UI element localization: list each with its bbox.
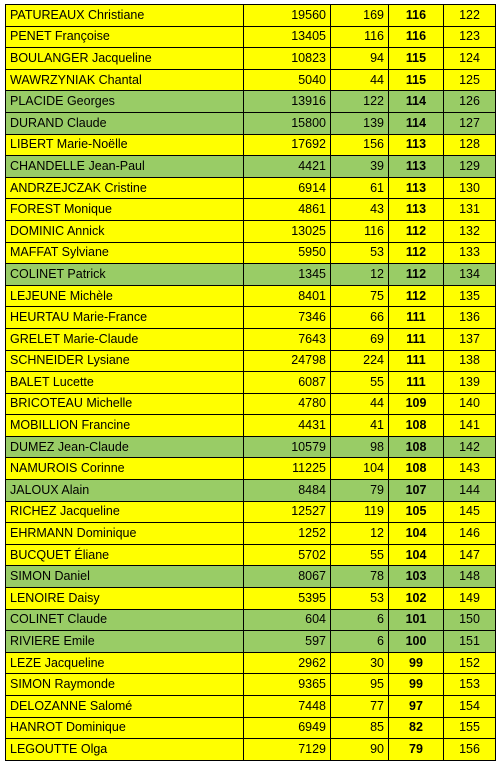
total-points-cell: 9365 <box>244 674 331 696</box>
table-row <box>6 415 496 437</box>
total-points-cell: 10823 <box>244 48 331 70</box>
table-row <box>6 393 496 415</box>
table-row <box>6 264 496 286</box>
player-name-cell: MAFFAT Sylviane <box>6 242 244 264</box>
player-name-cell: DOMINIC Annick <box>6 220 244 242</box>
average-cell: 99 <box>389 652 444 674</box>
games-count-cell: 224 <box>331 350 389 372</box>
table-row <box>6 328 496 350</box>
player-name-cell: LENOIRE Daisy <box>6 588 244 610</box>
games-count-cell: 169 <box>331 5 389 27</box>
player-name-cell: LEGOUTTE Olga <box>6 739 244 761</box>
total-points-cell: 8484 <box>244 480 331 502</box>
player-name-cell: GRELET Marie-Claude <box>6 328 244 350</box>
total-points-cell: 17692 <box>244 134 331 156</box>
rank-cell: 146 <box>444 523 496 545</box>
games-count-cell: 53 <box>331 588 389 610</box>
player-name-cell: ANDRZEJCZAK Cristine <box>6 177 244 199</box>
rank-cell: 130 <box>444 177 496 199</box>
table-row <box>6 609 496 631</box>
table-row <box>6 480 496 502</box>
table-row <box>6 372 496 394</box>
average-cell: 108 <box>389 458 444 480</box>
games-count-cell: 6 <box>331 631 389 653</box>
average-cell: 109 <box>389 393 444 415</box>
player-name-cell: JALOUX Alain <box>6 480 244 502</box>
games-count-cell: 116 <box>331 220 389 242</box>
average-cell: 116 <box>389 5 444 27</box>
player-name-cell: RIVIERE Emile <box>6 631 244 653</box>
games-count-cell: 78 <box>331 566 389 588</box>
games-count-cell: 77 <box>331 696 389 718</box>
player-name-cell: SCHNEIDER Lysiane <box>6 350 244 372</box>
total-points-cell: 2962 <box>244 652 331 674</box>
games-count-cell: 30 <box>331 652 389 674</box>
games-count-cell: 69 <box>331 328 389 350</box>
games-count-cell: 116 <box>331 26 389 48</box>
average-cell: 113 <box>389 177 444 199</box>
average-cell: 112 <box>389 242 444 264</box>
average-cell: 103 <box>389 566 444 588</box>
player-name-cell: PENET Françoise <box>6 26 244 48</box>
games-count-cell: 156 <box>331 134 389 156</box>
total-points-cell: 4861 <box>244 199 331 221</box>
rank-cell: 147 <box>444 544 496 566</box>
rank-cell: 139 <box>444 372 496 394</box>
rank-cell: 142 <box>444 436 496 458</box>
player-name-cell: DUMEZ Jean-Claude <box>6 436 244 458</box>
table-row <box>6 199 496 221</box>
total-points-cell: 4780 <box>244 393 331 415</box>
total-points-cell: 5040 <box>244 69 331 91</box>
table-row <box>6 566 496 588</box>
table-row <box>6 156 496 178</box>
games-count-cell: 90 <box>331 739 389 761</box>
total-points-cell: 4421 <box>244 156 331 178</box>
ranking-table-container <box>5 4 495 761</box>
average-cell: 111 <box>389 350 444 372</box>
table-row <box>6 69 496 91</box>
average-cell: 111 <box>389 307 444 329</box>
player-name-cell: RICHEZ Jacqueline <box>6 501 244 523</box>
rank-cell: 128 <box>444 134 496 156</box>
total-points-cell: 15800 <box>244 112 331 134</box>
total-points-cell: 19560 <box>244 5 331 27</box>
games-count-cell: 61 <box>331 177 389 199</box>
table-row <box>6 588 496 610</box>
total-points-cell: 5950 <box>244 242 331 264</box>
average-cell: 108 <box>389 436 444 458</box>
table-row <box>6 674 496 696</box>
player-name-cell: HEURTAU Marie-France <box>6 307 244 329</box>
average-cell: 102 <box>389 588 444 610</box>
average-cell: 112 <box>389 220 444 242</box>
total-points-cell: 12527 <box>244 501 331 523</box>
table-row <box>6 717 496 739</box>
average-cell: 112 <box>389 264 444 286</box>
rank-cell: 124 <box>444 48 496 70</box>
games-count-cell: 104 <box>331 458 389 480</box>
total-points-cell: 11225 <box>244 458 331 480</box>
average-cell: 104 <box>389 544 444 566</box>
average-cell: 113 <box>389 156 444 178</box>
player-name-cell: BUCQUET Éliane <box>6 544 244 566</box>
player-name-cell: COLINET Claude <box>6 609 244 631</box>
player-name-cell: LEJEUNE Michèle <box>6 285 244 307</box>
rank-cell: 151 <box>444 631 496 653</box>
rank-cell: 136 <box>444 307 496 329</box>
table-row <box>6 112 496 134</box>
total-points-cell: 6087 <box>244 372 331 394</box>
table-row <box>6 436 496 458</box>
games-count-cell: 39 <box>331 156 389 178</box>
total-points-cell: 24798 <box>244 350 331 372</box>
games-count-cell: 6 <box>331 609 389 631</box>
table-row <box>6 696 496 718</box>
average-cell: 111 <box>389 328 444 350</box>
games-count-cell: 66 <box>331 307 389 329</box>
games-count-cell: 44 <box>331 69 389 91</box>
total-points-cell: 6949 <box>244 717 331 739</box>
player-name-cell: DELOZANNE Salomé <box>6 696 244 718</box>
average-cell: 114 <box>389 112 444 134</box>
table-row <box>6 5 496 27</box>
total-points-cell: 10579 <box>244 436 331 458</box>
rank-cell: 138 <box>444 350 496 372</box>
table-row <box>6 48 496 70</box>
rank-cell: 132 <box>444 220 496 242</box>
total-points-cell: 7448 <box>244 696 331 718</box>
total-points-cell: 1252 <box>244 523 331 545</box>
rank-cell: 155 <box>444 717 496 739</box>
average-cell: 104 <box>389 523 444 545</box>
rank-cell: 153 <box>444 674 496 696</box>
average-cell: 115 <box>389 48 444 70</box>
games-count-cell: 53 <box>331 242 389 264</box>
total-points-cell: 8067 <box>244 566 331 588</box>
games-count-cell: 75 <box>331 285 389 307</box>
average-cell: 105 <box>389 501 444 523</box>
average-cell: 99 <box>389 674 444 696</box>
games-count-cell: 95 <box>331 674 389 696</box>
player-name-cell: EHRMANN Dominique <box>6 523 244 545</box>
average-cell: 113 <box>389 134 444 156</box>
table-row <box>6 242 496 264</box>
table-row <box>6 285 496 307</box>
total-points-cell: 7643 <box>244 328 331 350</box>
player-name-cell: MOBILLION Francine <box>6 415 244 437</box>
rank-cell: 122 <box>444 5 496 27</box>
total-points-cell: 1345 <box>244 264 331 286</box>
total-points-cell: 597 <box>244 631 331 653</box>
rank-cell: 145 <box>444 501 496 523</box>
games-count-cell: 122 <box>331 91 389 113</box>
games-count-cell: 85 <box>331 717 389 739</box>
total-points-cell: 13916 <box>244 91 331 113</box>
games-count-cell: 79 <box>331 480 389 502</box>
player-name-cell: PATUREAUX Christiane <box>6 5 244 27</box>
player-name-cell: BOULANGER Jacqueline <box>6 48 244 70</box>
total-points-cell: 7346 <box>244 307 331 329</box>
games-count-cell: 44 <box>331 393 389 415</box>
average-cell: 82 <box>389 717 444 739</box>
rank-cell: 137 <box>444 328 496 350</box>
rank-cell: 149 <box>444 588 496 610</box>
player-name-cell: SIMON Daniel <box>6 566 244 588</box>
average-cell: 112 <box>389 285 444 307</box>
player-name-cell: CHANDELLE Jean-Paul <box>6 156 244 178</box>
rank-cell: 152 <box>444 652 496 674</box>
table-row <box>6 220 496 242</box>
average-cell: 107 <box>389 480 444 502</box>
player-name-cell: LIBERT Marie-Noëlle <box>6 134 244 156</box>
average-cell: 115 <box>389 69 444 91</box>
average-cell: 116 <box>389 26 444 48</box>
games-count-cell: 94 <box>331 48 389 70</box>
average-cell: 100 <box>389 631 444 653</box>
table-row <box>6 134 496 156</box>
table-row <box>6 523 496 545</box>
total-points-cell: 604 <box>244 609 331 631</box>
total-points-cell: 13405 <box>244 26 331 48</box>
games-count-cell: 41 <box>331 415 389 437</box>
games-count-cell: 119 <box>331 501 389 523</box>
player-name-cell: LEZE Jacqueline <box>6 652 244 674</box>
player-name-cell: WAWRZYNIAK Chantal <box>6 69 244 91</box>
table-row <box>6 26 496 48</box>
table-row <box>6 631 496 653</box>
ranking-table <box>5 4 496 761</box>
table-row <box>6 501 496 523</box>
average-cell: 114 <box>389 91 444 113</box>
rank-cell: 131 <box>444 199 496 221</box>
total-points-cell: 5702 <box>244 544 331 566</box>
table-row <box>6 307 496 329</box>
rank-cell: 129 <box>444 156 496 178</box>
table-row <box>6 350 496 372</box>
total-points-cell: 5395 <box>244 588 331 610</box>
table-row <box>6 739 496 761</box>
rank-cell: 144 <box>444 480 496 502</box>
player-name-cell: PLACIDE Georges <box>6 91 244 113</box>
player-name-cell: DURAND Claude <box>6 112 244 134</box>
table-row <box>6 652 496 674</box>
games-count-cell: 139 <box>331 112 389 134</box>
table-row <box>6 544 496 566</box>
rank-cell: 134 <box>444 264 496 286</box>
rank-cell: 123 <box>444 26 496 48</box>
player-name-cell: HANROT Dominique <box>6 717 244 739</box>
table-row <box>6 177 496 199</box>
rank-cell: 126 <box>444 91 496 113</box>
rank-cell: 154 <box>444 696 496 718</box>
player-name-cell: BRICOTEAU Michelle <box>6 393 244 415</box>
rank-cell: 125 <box>444 69 496 91</box>
total-points-cell: 7129 <box>244 739 331 761</box>
player-name-cell: BALET Lucette <box>6 372 244 394</box>
total-points-cell: 4431 <box>244 415 331 437</box>
average-cell: 108 <box>389 415 444 437</box>
total-points-cell: 8401 <box>244 285 331 307</box>
player-name-cell: NAMUROIS Corinne <box>6 458 244 480</box>
total-points-cell: 6914 <box>244 177 331 199</box>
player-name-cell: SIMON Raymonde <box>6 674 244 696</box>
table-row <box>6 91 496 113</box>
rank-cell: 143 <box>444 458 496 480</box>
rank-cell: 133 <box>444 242 496 264</box>
rank-cell: 156 <box>444 739 496 761</box>
games-count-cell: 55 <box>331 372 389 394</box>
total-points-cell: 13025 <box>244 220 331 242</box>
rank-cell: 127 <box>444 112 496 134</box>
games-count-cell: 43 <box>331 199 389 221</box>
games-count-cell: 12 <box>331 264 389 286</box>
rank-cell: 150 <box>444 609 496 631</box>
average-cell: 113 <box>389 199 444 221</box>
average-cell: 101 <box>389 609 444 631</box>
average-cell: 97 <box>389 696 444 718</box>
rank-cell: 141 <box>444 415 496 437</box>
rank-cell: 140 <box>444 393 496 415</box>
average-cell: 111 <box>389 372 444 394</box>
table-row <box>6 458 496 480</box>
games-count-cell: 12 <box>331 523 389 545</box>
rank-cell: 148 <box>444 566 496 588</box>
games-count-cell: 98 <box>331 436 389 458</box>
player-name-cell: COLINET Patrick <box>6 264 244 286</box>
ranking-table-body <box>6 5 496 761</box>
average-cell: 79 <box>389 739 444 761</box>
player-name-cell: FOREST Monique <box>6 199 244 221</box>
rank-cell: 135 <box>444 285 496 307</box>
games-count-cell: 55 <box>331 544 389 566</box>
